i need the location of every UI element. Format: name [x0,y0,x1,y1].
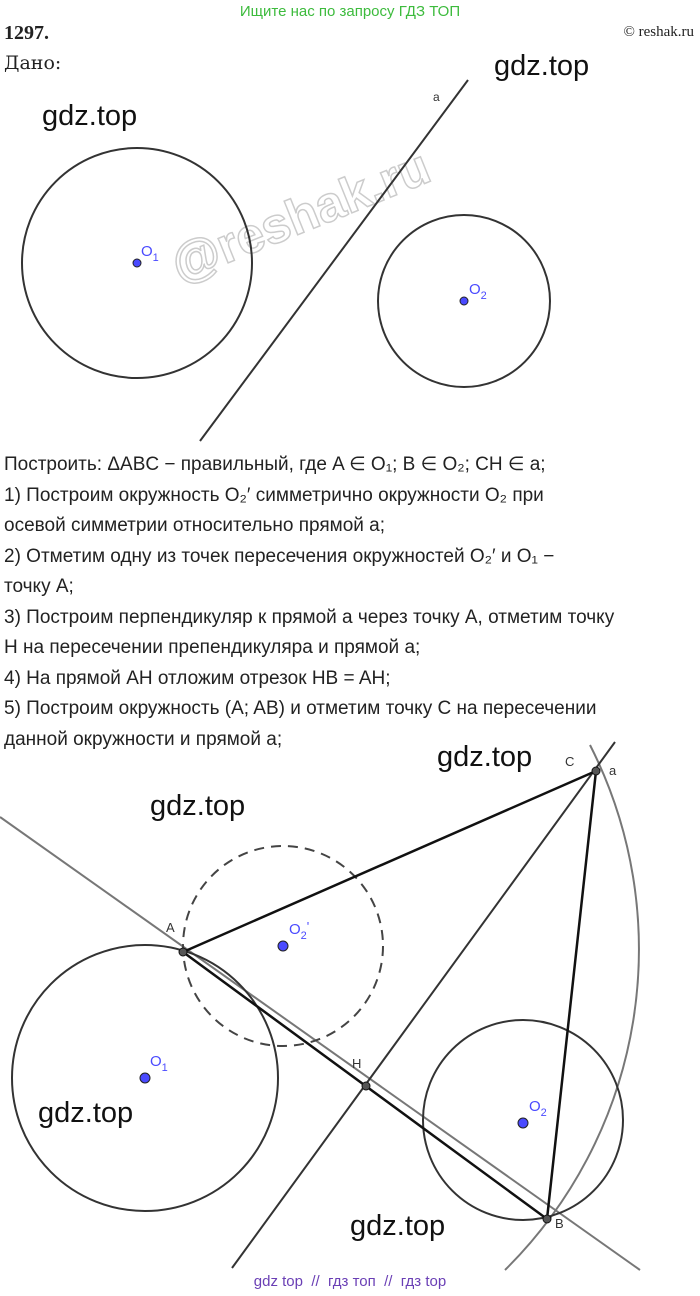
o2-label: $O_2$ [469,281,487,302]
given-label: Дано: [4,52,62,74]
point-h [362,1082,370,1090]
point-c [592,767,600,775]
o2-label: $O_2$ [529,1098,547,1119]
solution-line: 2) Отметим одну из точек пересечения окружностей O₂′ и O₁ − [4,545,555,567]
o1-label: $O_1$ [150,1053,168,1074]
solution-line: 1) Построим окружность O₂′ симметрично окружности O₂ при [4,484,544,506]
copyright[interactable]: © reshak.ru [623,24,694,40]
solution-line: 5) Построим окружность (A; AB) и отметим точку C на пересечении [4,698,597,719]
problem-number: 1297. [4,22,49,44]
solution-line: 3) Построим перпендикуляр к прямой a через точку A, отметим точку [4,606,615,628]
label-line-a: a [609,763,617,778]
triangle-abc [183,771,596,1219]
gdz-watermark: gdz.top [42,100,138,132]
gdz-watermark: gdz.top [350,1210,446,1242]
label-b: B [555,1216,564,1231]
line-a [232,742,615,1268]
point-b [543,1215,551,1223]
search-banner[interactable]: Ищите нас по запросу ГДЗ ТОП [239,3,461,20]
circle-a-ab-arc [505,745,639,1270]
gdz-watermark: gdz.top [38,1097,134,1129]
label-c: C [565,754,575,769]
gdz-watermark: gdz.top [150,790,246,822]
solution-line: данной окружности и прямой a; [4,728,283,750]
point-o2 [518,1118,528,1128]
point-o2-prime [278,941,288,951]
solution-line: 4) На прямой AH отложим отрезок HB = AH; [4,667,391,689]
label-a: A [166,920,175,935]
o2-prime-label: $O_2'$ [289,919,310,942]
solution-line: Построить: ΔABC − правильный, где A ∈ O₁; B ∈ O₂; CH ∈ a; [4,454,546,475]
footer-links[interactable]: gdz top // гдз топ // гдз top [253,1273,447,1290]
point-a [179,948,187,956]
line-a-label: a [433,90,440,104]
solution-line: точку A; [4,576,74,597]
solution-line: осевой симметрии относительно прямой a; [4,515,385,536]
gdz-watermark: gdz.top [494,50,590,82]
reshak-watermark: @reshak.ru [162,138,438,293]
gdz-watermark: gdz.top [437,741,533,773]
point-o1 [140,1073,150,1083]
label-h: H [352,1056,362,1071]
o1-label: $O_1$ [141,243,159,264]
solution-line: H на пересечении препендикуляра и прямой a; [4,637,421,658]
